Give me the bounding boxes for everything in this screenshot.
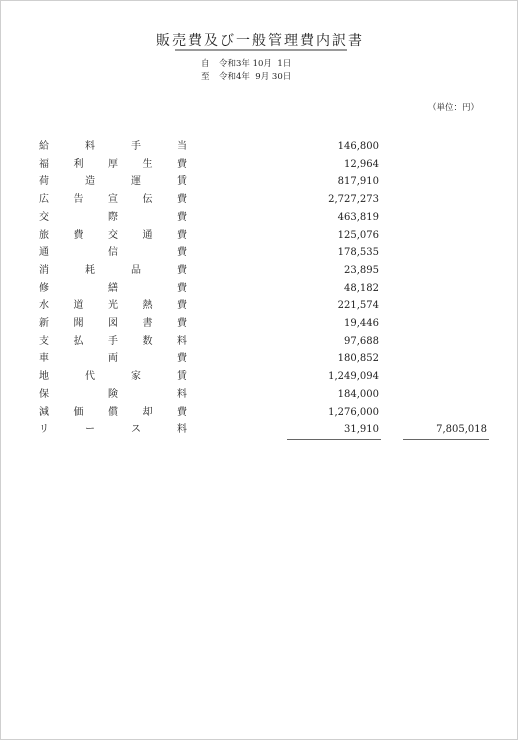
item-amount: 463,819 — [337, 211, 379, 223]
item-name-char: 告 — [73, 194, 84, 206]
item-name-char: 書 — [142, 318, 153, 329]
item-name-char: 造 — [85, 176, 95, 188]
item-name-char: 当 — [177, 141, 187, 152]
item-name-char: ス — [131, 424, 141, 436]
unit-label: （単位：円） — [427, 103, 479, 113]
item-amount: 221,574 — [337, 300, 379, 312]
item-name-char: ー — [85, 424, 95, 436]
item-name-char: 費 — [177, 229, 187, 241]
item-name-char: 費 — [73, 229, 84, 241]
item-amount: 19,446 — [344, 318, 379, 329]
item-name — [39, 173, 187, 191]
table-row — [1, 262, 518, 280]
item-name-char: 給 — [39, 141, 49, 152]
item-name-char: 費 — [177, 282, 187, 294]
period-to-label: 至 — [201, 72, 210, 82]
table-row — [1, 333, 518, 351]
item-name-char: 償 — [108, 406, 118, 418]
item-amount: 23,895 — [344, 264, 379, 276]
item-name-char: 通 — [39, 247, 49, 259]
item-name-char: 費 — [177, 318, 187, 329]
item-name-char: 減 — [39, 406, 49, 418]
table-row — [1, 421, 518, 439]
item-amount: 180,852 — [337, 353, 379, 365]
item-name-char: 旅 — [39, 229, 49, 241]
item-name-char: 通 — [142, 229, 153, 241]
item-name-char: リ — [39, 424, 49, 436]
item-name-char: 手 — [131, 141, 141, 152]
item-name — [39, 404, 187, 422]
item-name-char: 宣 — [108, 194, 118, 206]
period-to-date: 令和4年 9月 30日 — [219, 72, 292, 82]
item-amount: 2,727,273 — [328, 194, 379, 206]
period-to — [201, 72, 291, 83]
table-row — [1, 404, 518, 422]
item-name — [39, 156, 187, 174]
item-name-char: 運 — [131, 176, 141, 188]
period-from — [201, 59, 291, 70]
total-amount: 7,805,018 — [436, 424, 487, 436]
item-name-char: 地 — [39, 371, 49, 383]
item-name — [39, 297, 187, 315]
item-name — [39, 244, 187, 262]
item-name-char: 険 — [108, 388, 118, 400]
item-name — [39, 138, 187, 156]
amount-column-rule — [287, 439, 381, 440]
item-name-char: 手 — [108, 335, 118, 347]
item-name — [39, 350, 187, 368]
item-name-char: 荷 — [39, 176, 49, 188]
item-name — [39, 368, 187, 386]
item-amount: 817,910 — [337, 176, 379, 188]
table-row — [1, 209, 518, 227]
period-from-date: 令和3年 10月 1日 — [219, 59, 292, 69]
item-name-char: 消 — [39, 264, 49, 276]
item-name-char: 支 — [39, 335, 49, 347]
item-amount: 97,688 — [344, 335, 379, 347]
item-name-char: 費 — [177, 353, 187, 365]
item-name-char: 料 — [85, 141, 95, 152]
item-name-char: 車 — [39, 353, 49, 365]
item-name-char: 両 — [108, 353, 118, 365]
item-name-char: 家 — [131, 371, 141, 383]
item-name-char: 却 — [142, 406, 153, 418]
item-name-char: 厚 — [108, 158, 118, 170]
item-name-char: 際 — [108, 211, 118, 223]
item-name — [39, 333, 187, 351]
total-column-rule — [403, 439, 489, 440]
item-amount: 48,182 — [344, 282, 379, 294]
item-name-char: 道 — [73, 300, 84, 312]
item-name — [39, 191, 187, 209]
document-title: 販売費及び一般管理費内訳書 — [156, 33, 364, 49]
item-name-char: 利 — [73, 158, 84, 170]
item-name-char: 繕 — [108, 282, 118, 294]
table-row — [1, 280, 518, 298]
item-name-char: 品 — [131, 264, 141, 276]
item-name-char: 光 — [108, 300, 118, 312]
table-row — [1, 386, 518, 404]
item-name-char: 生 — [142, 158, 153, 170]
item-name-char: 賃 — [177, 371, 187, 383]
item-name-char: 数 — [142, 335, 153, 347]
item-amount: 125,076 — [337, 229, 379, 241]
item-name-char: 伝 — [142, 194, 153, 206]
item-name-char: 費 — [177, 247, 187, 259]
table-row — [1, 297, 518, 315]
item-name-char: 費 — [177, 264, 187, 276]
item-name-char: 福 — [39, 158, 49, 170]
item-name-char: 料 — [177, 388, 187, 400]
item-name — [39, 386, 187, 404]
table-row — [1, 227, 518, 245]
item-name — [39, 227, 187, 245]
table-row — [1, 350, 518, 368]
table-row — [1, 156, 518, 174]
period-from-label: 自 — [201, 59, 210, 69]
item-amount: 31,910 — [344, 424, 379, 436]
table-row — [1, 244, 518, 262]
item-name-char: 費 — [177, 211, 187, 223]
title-underline — [175, 49, 347, 51]
item-name-char: 熱 — [142, 300, 153, 312]
item-name-char: 賃 — [177, 176, 187, 188]
item-name-char: 聞 — [73, 318, 84, 329]
item-name-char: 耗 — [85, 264, 95, 276]
item-name-char: 費 — [177, 300, 187, 312]
item-name-char: 水 — [39, 300, 49, 312]
item-name — [39, 421, 187, 439]
item-name-char: 払 — [73, 335, 84, 347]
table-row — [1, 173, 518, 191]
item-amount: 1,249,094 — [328, 371, 379, 383]
item-name-char: 保 — [39, 388, 49, 400]
item-name-char: 図 — [108, 318, 118, 329]
item-name-char: 料 — [177, 335, 187, 347]
item-name — [39, 315, 187, 333]
item-amount: 178,535 — [337, 247, 379, 259]
item-name-char: 広 — [39, 194, 49, 206]
item-name-char: 費 — [177, 158, 187, 170]
item-name-char: 料 — [177, 424, 187, 436]
item-name — [39, 262, 187, 280]
item-name-char: 代 — [85, 371, 95, 383]
table-row — [1, 368, 518, 386]
item-name-char: 価 — [73, 406, 84, 418]
table-row — [1, 138, 518, 156]
item-name-char: 信 — [108, 247, 118, 259]
item-name — [39, 209, 187, 227]
item-name-char: 費 — [177, 406, 187, 418]
item-name-char: 費 — [177, 194, 187, 206]
item-name-char: 修 — [39, 282, 49, 294]
table-row — [1, 191, 518, 209]
table-row — [1, 315, 518, 333]
item-amount: 12,964 — [344, 158, 379, 170]
item-name-char: 交 — [39, 211, 49, 223]
item-amount: 1,276,000 — [328, 406, 379, 418]
item-amount: 184,000 — [337, 388, 379, 400]
item-amount: 146,800 — [337, 141, 379, 152]
item-name — [39, 280, 187, 298]
item-name-char: 新 — [39, 318, 49, 329]
item-name-char: 交 — [108, 229, 118, 241]
